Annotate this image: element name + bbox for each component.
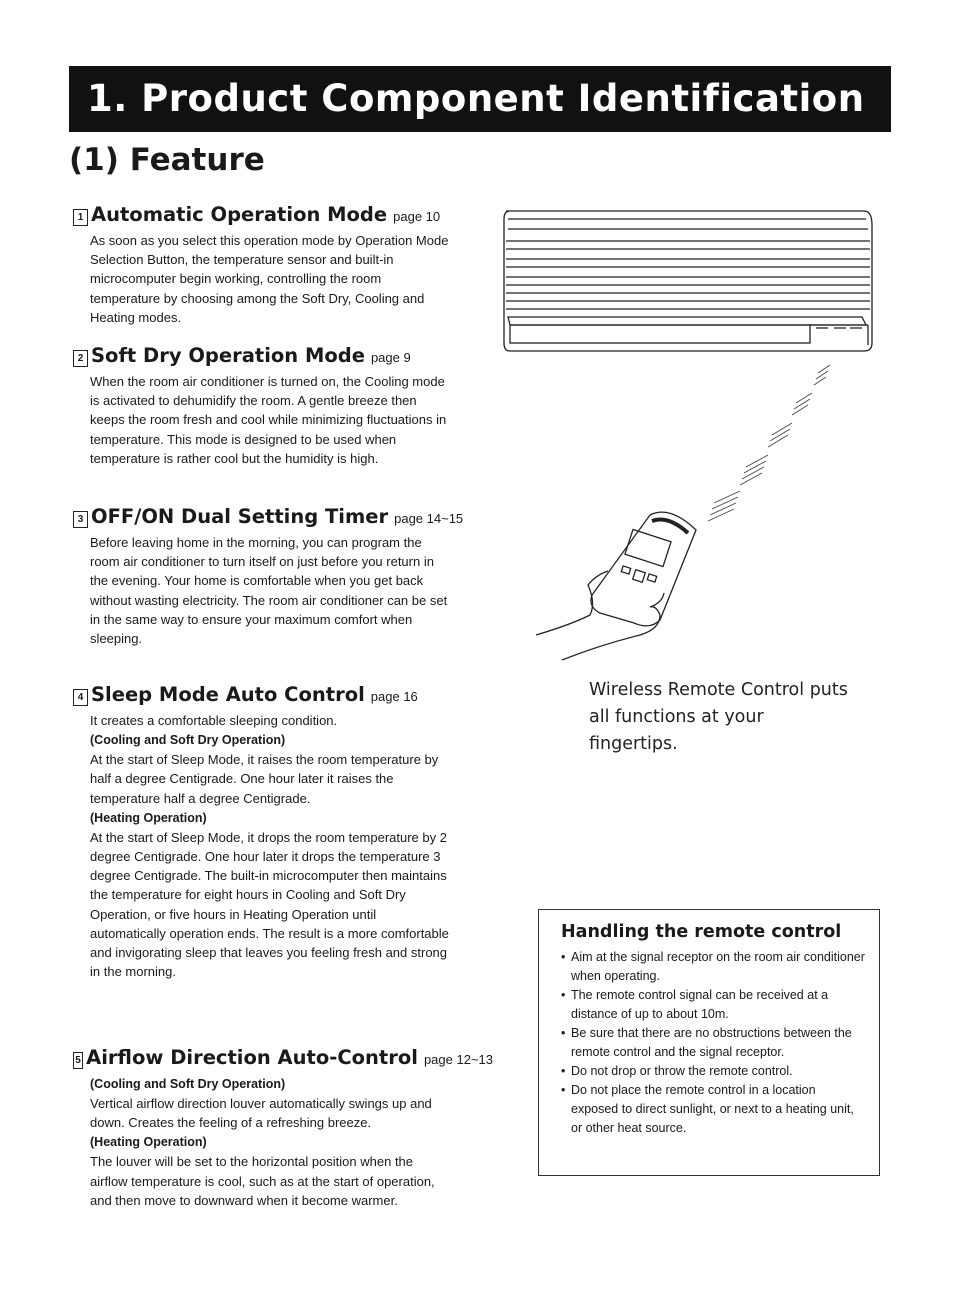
handling-remote-control-box xyxy=(538,909,880,1176)
feature-title: Airflow Direction Auto-Control xyxy=(86,1046,418,1069)
remote-control-icon xyxy=(591,512,696,626)
cooling-subheading: (Cooling and Soft Dry Operation) xyxy=(90,1077,286,1091)
heating-description: The louver will be set to the horizontal position when the airflow temperature is cool, such as at the start of operation, and then move to downward when it become warmer. xyxy=(90,1154,435,1208)
cooling-description: At the start of Sleep Mode, it raises the room temperature by half a degree Centigrade. One hour later it raises the temperature half a degree Centigrade. xyxy=(90,752,439,806)
feature-number: 3 xyxy=(73,511,88,528)
air-conditioner-unit-icon xyxy=(504,211,872,351)
handling-title: Handling the remote control xyxy=(561,922,842,942)
feature-title: Sleep Mode Auto Control xyxy=(91,683,365,706)
handling-list xyxy=(561,948,865,1138)
feature-description: When the room air conditioner is turned on, the Cooling mode is activated to dehumidify the room. A gentle breeze then keeps the room fresh and cool while minimizing fluctuations in temperature. This mode is designed to be used when temperature is rather cool but the humidity is high. xyxy=(90,374,447,466)
handling-item: • Be sure that there are no obstructions between the remote control and the signal receptor. xyxy=(561,1024,865,1062)
page-reference: page 16 xyxy=(370,689,418,704)
feature-heading xyxy=(73,203,493,227)
handling-item: • Aim at the signal receptor on the room air conditioner when operating. xyxy=(561,948,865,986)
feature-heading xyxy=(73,344,493,368)
feature-soft-dry-operation-mode xyxy=(73,344,493,468)
feature-automatic-operation-mode xyxy=(73,203,493,327)
feature-airflow-direction-auto-control xyxy=(73,1046,493,1210)
heating-subheading: (Heating Operation) xyxy=(90,1135,207,1150)
feature-description xyxy=(90,711,450,981)
page-reference: page 10 xyxy=(393,209,441,224)
feature-intro: It creates a comfortable sleeping condition. xyxy=(90,713,338,728)
feature-title: OFF/ON Dual Setting Timer xyxy=(91,505,389,528)
page-reference: page 12~13 xyxy=(423,1052,493,1067)
feature-heading xyxy=(73,683,493,707)
feature-sleep-mode-auto-control xyxy=(73,683,493,981)
feature-title: Automatic Operation Mode xyxy=(91,203,388,226)
handling-item: • Do not drop or throw the remote control. xyxy=(561,1062,865,1081)
feature-heading xyxy=(73,505,493,529)
page-reference: page 14~15 xyxy=(394,511,464,526)
feature-description: As soon as you select this operation mode by Operation Mode Selection Button, the temperature sensor and built-in microcomputer begin working, controlling the room temperature by choosing among the Soft Dry, Cooling and Heating modes. xyxy=(90,233,449,325)
handling-item: • The remote control signal can be received at a distance of up to about 10m. xyxy=(561,986,865,1024)
feature-number: 5 xyxy=(73,1052,83,1069)
section-title: (1) Feature xyxy=(69,142,265,178)
feature-number: 4 xyxy=(73,689,88,706)
chapter-title: 1. Product Component Identification xyxy=(87,77,865,120)
air-conditioner-illustration xyxy=(500,205,880,665)
signal-lines xyxy=(708,365,830,521)
feature-title: Soft Dry Operation Mode xyxy=(91,344,365,367)
heating-subheading: (Heating Operation) xyxy=(90,810,207,825)
feature-description: Before leaving home in the morning, you can program the room air conditioner to turn itself on just before you return in the evening. Your home is comfortable when you get back without wasting electricity. The room air conditioner can be set in the same way to ensure your maximum comfort when sleeping. xyxy=(90,535,448,647)
feature-dual-setting-timer xyxy=(73,505,493,648)
handling-item: • Do not place the remote control in a location exposed to direct sunlight, or next to a heating unit, or other heat source. xyxy=(561,1081,865,1138)
feature-number: 2 xyxy=(73,350,88,367)
feature-heading xyxy=(73,1046,493,1070)
feature-description xyxy=(90,1074,450,1210)
page-reference: page 9 xyxy=(370,350,411,365)
chapter-banner xyxy=(69,66,891,132)
cooling-description: Vertical airflow direction louver automatically swings up and down. Creates the feeling of a refreshing breeze. xyxy=(90,1096,432,1131)
heating-description: At the start of Sleep Mode, it drops the room temperature by 2 degree Centigrade. One hour later it drops the temperature 3 degree Centigrade. The built-in microcomputer then maintains the temperature for eight hours in Cooling and Soft Dry Operation, or five hours in Heating Operation until automatically operation ends. The result is a more comfortable and invigorating sleep that leaves you feeling fresh and strong in the morning. xyxy=(90,829,449,980)
cooling-subheading: (Cooling and Soft Dry Operation) xyxy=(90,733,286,748)
feature-number: 1 xyxy=(73,209,88,226)
remote-control-caption: Wireless Remote Control puts all functions at your fingertips. xyxy=(589,680,848,754)
